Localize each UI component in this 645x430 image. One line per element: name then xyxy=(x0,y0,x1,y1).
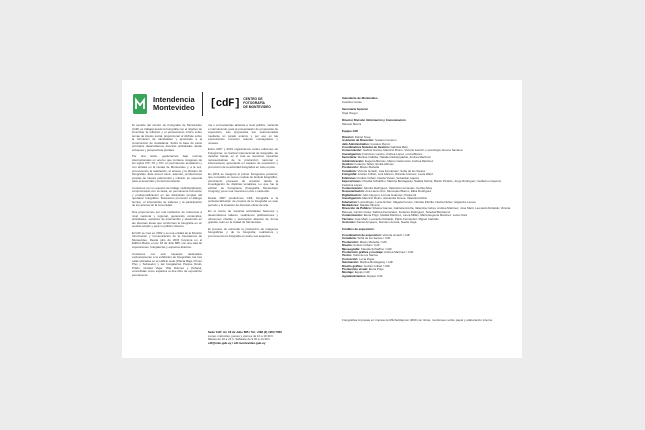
team-row-label: Educación: xyxy=(342,199,358,204)
credit-row-value: Andrés Cribari / CdF xyxy=(353,243,380,248)
credit-row-label: Diseño gráfico: xyxy=(342,263,364,268)
credit-row-value: Claudia Schiaffino / CdF xyxy=(360,246,392,251)
team-row-label: Ediciones: xyxy=(342,175,357,180)
hours-line: Martes de 10 a 21 h. Sábados de 9.30 a 14.30 h. xyxy=(208,337,271,342)
intendencia-emblem-icon xyxy=(132,93,148,115)
paragraph: El CdF se creó en 2002 y es una unidad de la División Información y Comunicación de la Intendencia de Montevideo. Desde julio de 2015 funciona en el Edificio Bazar, en Av. 18 de Julio 885, con una sala de exposiciones, fotogalerías y espacios abiertos. xyxy=(132,230,202,249)
intendencia-logo-text xyxy=(153,96,195,112)
cdf-mark: [cdF] xyxy=(209,98,241,110)
mayor-name: Carolina Cosse xyxy=(342,99,362,104)
credit-row-label: Museografía: xyxy=(342,246,360,251)
credit-row-value: Andrés Cribari / CdF xyxy=(363,263,391,268)
credit-row-label: Montaje: xyxy=(342,270,354,275)
mayor-block xyxy=(342,97,512,104)
team-row-label: Digitalización: xyxy=(342,192,362,197)
credits-column xyxy=(342,97,512,282)
team-row-value: José Marti, Leonardo Robaldo, Pablo Fernández, Miguel Carballo xyxy=(354,216,439,221)
team-row-value: Claudia Schiaffino, Martina Bordagaray, Natalia Sobral, Martín Picardo, Jorge Rodríguez, Guillermo Caporal, Federica Lópes xyxy=(342,179,502,187)
mayor-title: Intendente de Montevideo xyxy=(342,96,378,100)
credit-row-label: Producción gráfica y montaje: xyxy=(342,249,384,254)
team-title: Equipo CdF xyxy=(342,129,359,134)
team-row-value: Federico Telles, Emilia Alfonso xyxy=(354,162,394,167)
team-row-label: Investigación: xyxy=(342,151,362,156)
paragraph: Nos proponemos ser una institución de referencia a nivel nacional y regional, generando contenidos, actividades, espacios de intercambio y desarrollo en las diversas áreas que conforman la fotografía en un sentido amplio y para un público diverso. xyxy=(132,210,202,229)
credit-row-label: Textos: xyxy=(342,253,353,258)
address-line: Sede CdF: Av. 18 de Julio 885 / Tel. +598 (2) 1950 7060 xyxy=(208,330,282,334)
team-row-label: Curaduría: xyxy=(342,168,357,173)
team-row-value: Eugenia Barreto, Mauro Castromán, Andrea Martínez xyxy=(364,158,434,163)
exhibition-credits xyxy=(342,228,512,278)
team-row-value: Elena Prigo, Natalia Martínez, Laura Millán, María Eugenia Martínez, Lucía Ciani xyxy=(363,213,468,218)
team-row-value: Sandra Rodríguez, Valentina Cervantes, Cecilia Silva xyxy=(363,185,432,190)
team-row-label: Comunicación: xyxy=(342,185,363,190)
team-row-label: Administración: xyxy=(342,158,365,163)
team-row-value: Francisco Landro, Andrea López, Lucía Blanco xyxy=(362,151,423,156)
team-row-value: Andrés Cribari, Noelia Viviani, Sebastián Aguirre xyxy=(357,175,420,180)
credit-row-label: Iluminación: xyxy=(342,260,360,265)
team-row-value: Ana Laura Cirio, Mercedes Blanco, Elisa Rodríguez xyxy=(365,189,432,194)
team-row-label: Gestión: xyxy=(342,162,354,167)
cdf-logo-text xyxy=(243,98,271,109)
credit-row-label: Agradecimientos: xyxy=(342,273,367,278)
team-row-label: Director: xyxy=(342,134,355,139)
cdf-line-1: CENTRO DE xyxy=(243,97,263,102)
address-block xyxy=(208,331,284,345)
team-row-value: Silvana Gamas, Gabriela Acuña, Valentina Cebey, Andrea Martínez, José Martí, Leonardo Robaldo, Victoria Banega, Camilo Costa, Sabrina Fernández, Federico Rodríguez, Soledad Bentancur xyxy=(342,206,511,214)
paragraph: Entre 2007 y 2019 organizamos cuatro ediciones de Fotograma, un festival internacional de fotografía, de carácter bienal, en el cual se reunieron muestras representativas de la producción nacional e internacional, generando un espacio de exposición y promoción de la actividad fotográfica en todo el país. xyxy=(208,147,278,170)
credit-row-value: Sofía de los Santos xyxy=(352,253,378,258)
team-row-label: Acciones: xyxy=(342,219,356,224)
credit-row-value: Sofía de los Santos / CdF xyxy=(357,236,391,241)
credit-row-value: Andrea Martínez / CdF xyxy=(384,249,414,254)
cdf-logo xyxy=(210,98,271,110)
team-row xyxy=(342,221,512,224)
credit-row xyxy=(342,275,512,278)
credit-row-value: Victoria Ismach / CdF xyxy=(382,232,411,237)
credit-row-label: Producción: xyxy=(342,239,359,244)
credit-row-value: Elena Prigo xyxy=(368,267,384,271)
team-row-value: Andrés Cribari, Luis Alarcón, Ricardo Antúnez, Lucía Ward xyxy=(357,172,433,177)
credit-row-label: Producción visual: xyxy=(342,267,368,271)
paragraph: Por otra razón, gestionamos bajo normas internacionales un acervo que contiene imágenes de los siglos XIX, XX y XXI, en permanente ampliación y con énfasis en la ciudad de Montevideo y, a la vez, promovemos la realización, el acceso y la difusión de fotografías. Este acervo tiene, además, producciones propias de interés patrimonial y cultural, en especial para el desarrollo y la documentación. xyxy=(132,154,202,184)
team-row-value: Susana Centeno xyxy=(374,138,397,143)
hours-line: Lunes, miércoles, jueves y viernes de 10 a 19.30 h. xyxy=(208,333,274,338)
team-row-value: Victoria Ismach, Lisa Fernández, Sofía de los Santos xyxy=(357,168,426,173)
paragraph: En el marco de nuestras actividades hacemos y desarrollamos talleres, realizamos publicaciones y ofrecemos charlas y seminarios abiertos de forma gratuita, todo en la ciudad de Montevideo. xyxy=(208,209,278,225)
paragraph: Desde 2007 producimos CDF, fotografía a la profesionalización de propios de la fotografía en este período y la creación de diversas obras de arte. xyxy=(208,195,278,207)
team-row-value: Mauro Martella xyxy=(359,165,379,170)
cdf-line-3: DE MONTEVIDEO xyxy=(243,104,271,109)
paragraph: El sentido del Centro de Fotografía de Montevideo (CdF) es trabajar desde la fotografía con el objetivo de incentivar la reflexión y el pensamiento crítico sobre temas de interés social, proporcionar el disfrute sobre la formación de identidades y aportando a la construcción de ciudadanía. Sobre la base de estos principios desarrollamos diversas actividades desde enfoques y perspectivas plurales. xyxy=(132,123,202,152)
document-page xyxy=(122,80,522,358)
team-row-value: Natalia Oliveira xyxy=(359,202,380,207)
credit-row-label: Coordinación de exposición: xyxy=(342,232,382,237)
intendencia-name: Intendencia xyxy=(153,95,195,104)
logo-divider xyxy=(202,92,203,116)
credit-row-value: Equipo CdF xyxy=(354,270,370,275)
team-row-label: Mediadores: xyxy=(342,202,360,207)
team-row-value: Julio Irigoyen, Lorena Gutiérrez, Paula Gil xyxy=(362,192,417,197)
paragraph: Contamos con un espacio de trabajo multidisciplinario, comprometido con su tarea, en permanente formación y profesionalización en las disciplinas propias del quehacer fotográfico. Buscamos promover el diálogo técnico, el intercambio de saberes y la participación de los actores de la comunidad. xyxy=(132,185,202,208)
team-row-label: Producción: xyxy=(342,165,359,170)
team-row-label: Coordinadora Sistema de Gestión: xyxy=(342,145,390,150)
paragraph: ma o convocatorias abiertas a nivel público, nacional e internacional, para la presentación de propuestas de exposición. Las propuestas son seleccionadas mediante un jurado externo y por eso en las exposiciones conviven autores consagrados y noveles. xyxy=(208,123,278,145)
team-row-value: Daniel Ampuero, Romano Acosta, Noelia Vega xyxy=(356,219,417,224)
director-name: Marcelo Benini xyxy=(342,121,362,126)
paragraph: Contamos con seis espacios destinados exclusivamente a la exhibición de fotografías: las tres salas ubicadas en el edificio sede (Planta Baja, Primer Piso y Subsuelo) y las fotogalerías Parque Rodó, Prado, Ciudad Vieja, Villa Dolores y Peñarol, concebidas como espacios al aire libre de exposición permanente. xyxy=(132,251,202,277)
team-row-label: Dirección de Público: xyxy=(342,206,372,211)
team-row-value: Gabriel García, Mauricio Bruno, Victoria Ivanich, Lucía Rojas Jimena Santana xyxy=(362,148,463,153)
paragraph: En 2016 se inauguró el primer Fotograma posterior, que consolidó un nuevo modelo de festival fotográfico, priorizando procesos de creación desde la investigación de distintas temáticas. Lo que fue la edición de Fotograma (Fotografía Montevideo Uruguay) ya es una muestra en dos o cada año. xyxy=(208,171,278,194)
montevideo-name: Montevideo xyxy=(153,103,195,112)
team-row-label: Fotografía: xyxy=(342,172,358,177)
print-note: Fotografías impresas en impresora Mitchell-Epson 4600 con tintas, monitoreos sobre papel y elaboración interna. xyxy=(342,318,493,322)
team-row-label: Exposiciones: xyxy=(342,179,362,184)
credit-row-value: Equipo CdF xyxy=(367,273,383,278)
secretary-title: Secretaria General xyxy=(342,107,368,112)
credit-row-value: Martina Bordagaray / CdF xyxy=(359,260,394,265)
credit-row-value: Mauro Martella / CdF xyxy=(359,239,387,244)
team-row-label: Documentación: xyxy=(342,189,365,194)
team-row-label: Conservación: xyxy=(342,148,363,153)
team-row-label: Jefe Administrativo: xyxy=(342,141,370,146)
team-row-label: Asistente de Dirección: xyxy=(342,138,375,143)
header-logos xyxy=(132,89,271,119)
paragraph: El proceso de estimular la producción de imágenes fotográficas y de la fotografía, realizamos y promovemos la fotografía en todos sus aspectos. xyxy=(208,226,278,238)
secretary-name: Olga Otegui xyxy=(342,110,358,115)
credit-row-label: Diseño: xyxy=(342,243,353,248)
team-row-value: Martina Callaba, Natalia Castaingdebat, Andrea Martínez xyxy=(357,155,431,160)
credits-title: Créditos de exposición xyxy=(342,227,374,232)
credit-row-label: Curaduría: xyxy=(342,236,357,241)
director-block xyxy=(342,119,512,126)
director-title: Director División Información y Comunicación xyxy=(342,118,406,123)
team-list xyxy=(342,130,512,224)
team-row-label: Técnica: xyxy=(342,216,354,221)
contact-link[interactable]: cdf@imm.gub.uy / cdf.montevideo.gub.uy xyxy=(208,340,266,345)
team-row-label: Secretaría: xyxy=(342,155,357,160)
secretary-block xyxy=(342,108,512,115)
team-row-label: Comunicación: xyxy=(342,213,363,218)
team-row-label: Investigación: xyxy=(342,196,362,201)
team-row-value: Mauricio Bruno, Alexandra Novoa, Valentina Rubio xyxy=(362,196,428,201)
left-text-column xyxy=(132,124,202,280)
team-row-value: Gabriela Belo xyxy=(390,145,408,150)
middle-text-column xyxy=(208,124,278,241)
credit-row-value: Lucía Rojas xyxy=(359,256,375,261)
team-row-value: Daniel Sosa xyxy=(354,134,371,139)
cdf-line-2: FOTOGRAFÍA xyxy=(243,101,265,106)
team-row-value: Gustavo Benzo xyxy=(370,141,391,146)
team-row-value: Lucía Rojas, Lucía Nuñez, Magela Ferrero, Nicolás Parrilla, Noelia Nuñez, Alejandro Lemos xyxy=(358,199,476,204)
credit-row-label: Corrección: xyxy=(342,256,359,261)
